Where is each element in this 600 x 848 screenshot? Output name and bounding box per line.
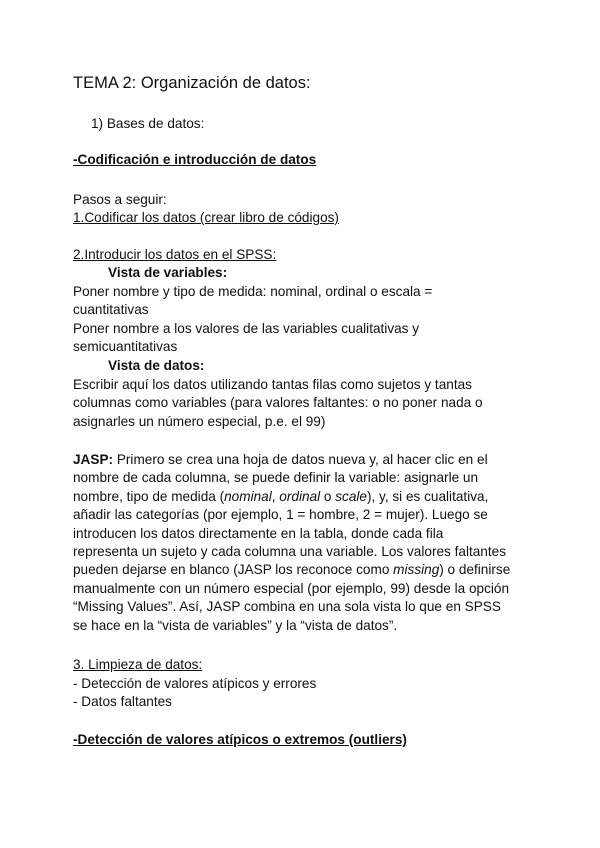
list-item: - Datos faltantes bbox=[73, 694, 172, 710]
text-span: pueden dejarse en blanco (JASP los reconoce como bbox=[73, 562, 394, 578]
text-span: ), y, si es cualitativa, bbox=[366, 488, 489, 504]
italic-term-nominal: nominal bbox=[224, 488, 272, 504]
text-span: ) o definirse bbox=[439, 562, 511, 578]
italic-term-ordinal: ordinal bbox=[279, 488, 321, 504]
text-line: añadir las categorías (por ejemplo, 1 = hombre, 2 = mujer). Luego se bbox=[73, 507, 488, 523]
italic-term-scale: scale bbox=[335, 488, 367, 504]
text-line: asignarles un número especial, p.e. el 99) bbox=[73, 413, 326, 429]
text-span: Primero se crea una hoja de datos nueva y, al hacer clic en el bbox=[113, 452, 488, 467]
list-item-bases-de-datos: 1) Bases de datos: bbox=[91, 116, 205, 131]
text-line: representa un sujeto y cada columna una variable. Los valores faltantes bbox=[73, 544, 506, 560]
step-2: 2.Introducir los datos en el SPSS: bbox=[73, 247, 277, 262]
text-line: manualmente con un número especial (por ejemplo, 99) desde la opción bbox=[73, 580, 510, 596]
list-item: - Detección de valores atípicos y errores bbox=[73, 676, 317, 691]
steps-intro: Pasos a seguir: bbox=[73, 192, 167, 207]
cleaning-list bbox=[73, 675, 513, 712]
step-1: 1.Codificar los datos (crear libro de códigos) bbox=[73, 210, 339, 225]
jasp-paragraph bbox=[73, 451, 513, 635]
text-line: “Missing Values”. Así, JASP combina en una sola vista lo que en SPSS bbox=[73, 599, 501, 615]
text-line: Poner nombre a los valores de las variables cualitativas y bbox=[73, 320, 420, 336]
text-line bbox=[73, 451, 513, 469]
text-line bbox=[73, 561, 513, 579]
text-line: introducen los datos directamente en la tabla, donde cada fila bbox=[73, 525, 444, 541]
text-span: o bbox=[320, 488, 336, 504]
section-heading-outliers: -Detección de valores atípicos o extremos (outliers) bbox=[73, 732, 407, 747]
text-span: , bbox=[271, 488, 280, 504]
text-line: cuantitativas bbox=[73, 302, 149, 318]
text-line: Escribir aquí los datos utilizando tantas filas como sujetos y tantas bbox=[73, 377, 472, 392]
text-span: nombre, tipo de medida ( bbox=[73, 488, 225, 504]
text-line: Poner nombre y tipo de medida: nominal, ordinal o escala = bbox=[73, 284, 433, 299]
text-line: columnas como variables (para valores faltantes: o no poner nada o bbox=[73, 395, 483, 411]
data-view-label: Vista de datos: bbox=[108, 358, 205, 373]
step-3: 3. Limpieza de datos: bbox=[73, 657, 203, 672]
italic-term-missing: missing bbox=[393, 562, 440, 578]
text-line: nombre de cada columna, se puede definir la variable: asignarle un bbox=[73, 470, 479, 486]
text-line: se hace en la “vista de variables” y la “vista de datos”. bbox=[73, 617, 398, 633]
text-line: semicuantitativas bbox=[73, 339, 178, 355]
data-view-text bbox=[73, 376, 513, 431]
variables-view-label: Vista de variables: bbox=[108, 265, 228, 280]
section-heading-codificacion: -Codificación e introducción de datos bbox=[73, 152, 317, 167]
jasp-label: JASP: bbox=[73, 452, 114, 467]
page-title: TEMA 2: Organización de datos: bbox=[73, 74, 311, 92]
variables-view-text bbox=[73, 283, 513, 357]
text-line bbox=[73, 488, 513, 506]
